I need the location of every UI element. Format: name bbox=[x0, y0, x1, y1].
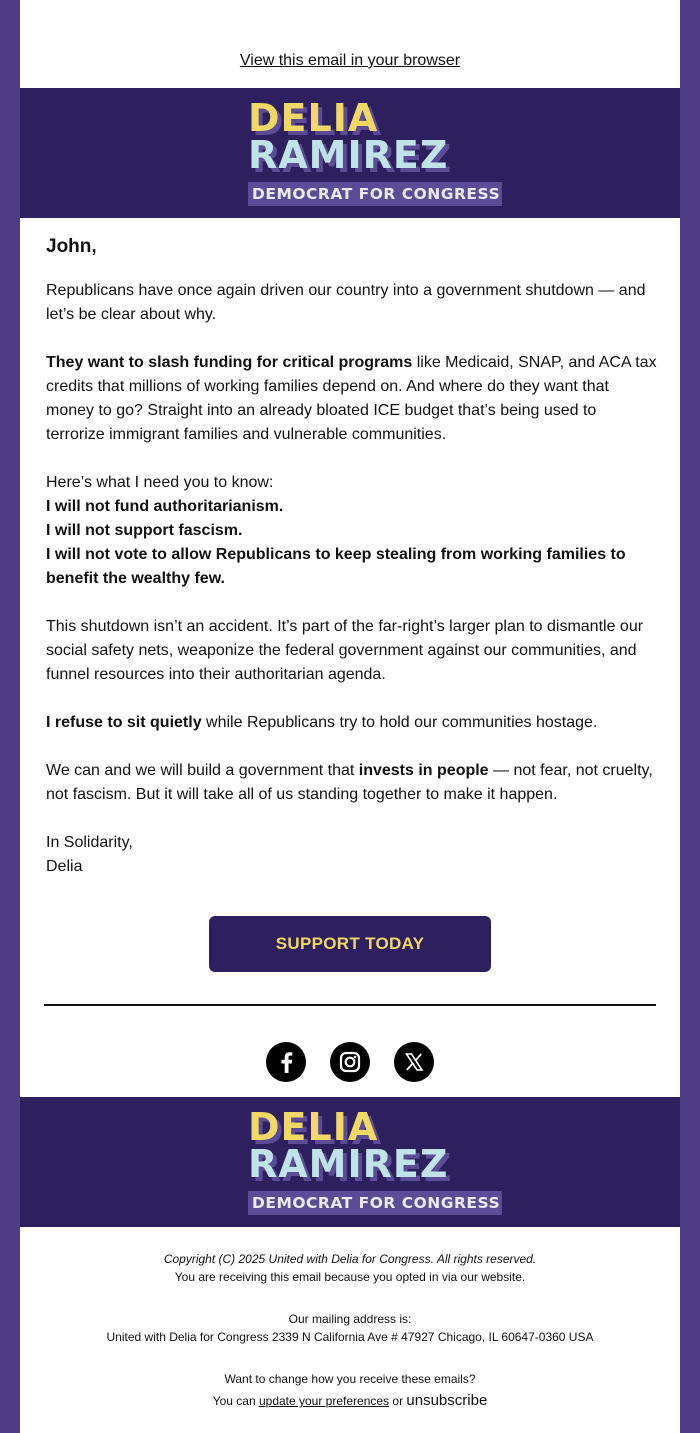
logo-tagline: DEMOCRAT FOR CONGRESS bbox=[248, 1191, 502, 1215]
paragraph-2-text: like Medicaid, SNAP, and ACA tax credits that millions of working families depend on. And where do they want that money to go? Straight into an already bloated ICE budget that’s being used to terrorize immigrant families and vulnerable communities. bbox=[46, 354, 657, 443]
email-page bbox=[20, 0, 680, 1433]
paragraph-2 bbox=[46, 351, 658, 447]
logo-first-name: DELIA bbox=[248, 1105, 379, 1149]
logo-tagline: DEMOCRAT FOR CONGRESS bbox=[248, 182, 502, 206]
paragraph-4: This shutdown isn’t an accident. It’s part of the far-right’s larger plan to dismantle our social safety nets, weaponize the federal government against our communities, and funnel resources into their authoritarian agenda. bbox=[46, 618, 644, 683]
email-body bbox=[46, 233, 658, 903]
x-icon[interactable] bbox=[394, 1042, 434, 1082]
campaign-logo bbox=[248, 98, 508, 208]
signature: Delia bbox=[46, 858, 83, 875]
you-can-text: You can bbox=[212, 1394, 259, 1408]
facebook-icon[interactable] bbox=[266, 1042, 306, 1082]
logo-last-name: RAMIREZ bbox=[248, 1142, 449, 1186]
footer-banner bbox=[20, 1097, 680, 1227]
or-text: or bbox=[389, 1394, 407, 1408]
paragraph-5-bold: I refuse to sit quietly bbox=[46, 714, 202, 731]
divider bbox=[44, 1004, 656, 1006]
instagram-icon[interactable] bbox=[330, 1042, 370, 1082]
paragraph-6 bbox=[46, 759, 658, 807]
paragraph-2-bold: They want to slash funding for critical programs bbox=[46, 354, 413, 371]
opt-in-notice: You are receiving this email because you opted in via our website. bbox=[174, 1270, 526, 1284]
view-in-browser-link[interactable]: View this email in your browser bbox=[239, 52, 461, 69]
pledge-line-1: I will not fund authoritarianism. bbox=[46, 498, 284, 515]
campaign-logo-footer bbox=[248, 1107, 508, 1217]
sign-off bbox=[46, 831, 658, 879]
paragraph-5 bbox=[46, 711, 658, 735]
preferences-line bbox=[20, 1392, 680, 1410]
logo-first-name: DELIA bbox=[248, 96, 379, 140]
mailing-address: United with Delia for Congress 2339 N California Ave # 47927 Chicago, IL 60647-0360 USA bbox=[106, 1330, 594, 1344]
paragraph-6-text: — not fear, not cruelty, not fascism. But it will take all of us standing together to make it happen. bbox=[46, 762, 653, 803]
pledge-line-3: I will not vote to allow Republicans to keep stealing from working families to benefit the wealthy few. bbox=[46, 546, 626, 587]
paragraph-6-start: We can and we will build a government that bbox=[46, 762, 359, 779]
paragraph-6-bold: invests in people bbox=[358, 762, 489, 779]
greeting: John, bbox=[46, 236, 97, 257]
paragraph-1: Republicans have once again driven our country into a government shutdown — and let’s be clear about why. bbox=[46, 282, 646, 323]
logo-last-name: RAMIREZ bbox=[248, 133, 449, 177]
paragraph-3-intro: Here’s what I need you to know: bbox=[46, 474, 274, 491]
social-links bbox=[20, 1042, 680, 1082]
copyright: Copyright (C) 2025 United with Delia for Congress. All rights reserved. bbox=[163, 1252, 537, 1266]
paragraph-3 bbox=[46, 471, 658, 591]
closing: In Solidarity, bbox=[46, 834, 133, 851]
change-question: Want to change how you receive these emails? bbox=[224, 1372, 476, 1386]
unsubscribe-link[interactable]: unsubscribe bbox=[406, 1392, 488, 1409]
cta-container bbox=[20, 916, 680, 972]
support-today-button[interactable]: SUPPORT TODAY bbox=[209, 916, 491, 972]
update-preferences-link[interactable]: update your preferences bbox=[258, 1394, 390, 1408]
mailing-label: Our mailing address is: bbox=[288, 1312, 412, 1326]
header-banner bbox=[20, 88, 680, 218]
footer bbox=[20, 1250, 680, 1410]
pledge-line-2: I will not support fascism. bbox=[46, 522, 243, 539]
paragraph-5-text: while Republicans try to hold our communities hostage. bbox=[201, 714, 598, 731]
